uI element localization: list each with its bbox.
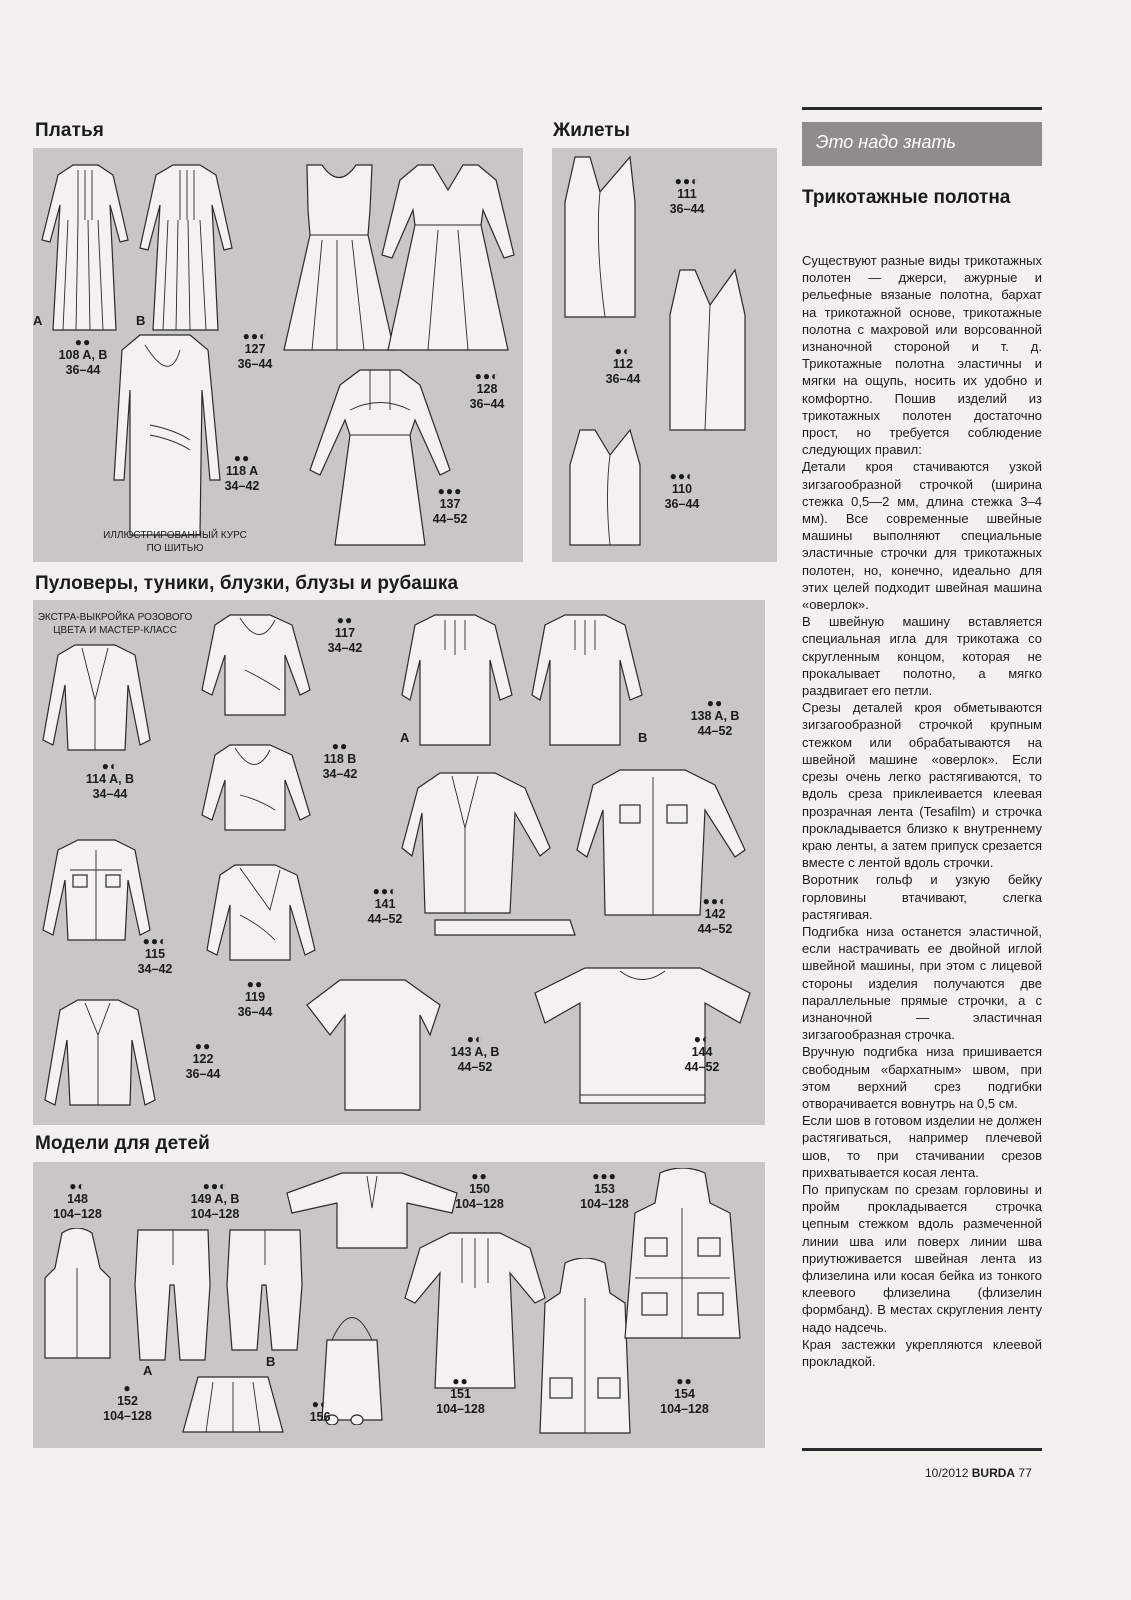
top-119-illustration: [205, 860, 320, 965]
model-size: 44–52: [367, 912, 403, 926]
model-number: 128: [476, 382, 498, 396]
kids-vest-148-illustration: [40, 1228, 115, 1363]
model-card-112[interactable]: [593, 345, 653, 387]
model-number: 138 A, B: [690, 709, 740, 723]
section-title-tops: Пуловеры, туники, блузки, блузы и рубашка: [35, 573, 459, 594]
page-footer: [925, 1466, 1032, 1480]
model-size: 44–52: [697, 724, 733, 738]
section-title-dresses: Платья: [35, 120, 104, 141]
difficulty-dots: ●◐: [614, 344, 632, 358]
model-card-110[interactable]: [652, 470, 712, 512]
kids-pants-149a-illustration: [130, 1225, 215, 1365]
model-size: 44–52: [457, 1060, 493, 1074]
dress-128-illustration: [378, 160, 518, 355]
dress-118a-illustration: [110, 330, 225, 540]
model-size: 36–44: [605, 372, 641, 386]
sidebar-paragraph: Если шов в готовом изделии не должен растягиваться, например плечевой шов, то при стачивании срезов прихватывается косая лента.: [802, 1113, 1042, 1180]
difficulty-dots: ●●: [452, 1374, 469, 1388]
difficulty-dots: ●◐: [311, 1397, 329, 1411]
model-card-153[interactable]: [572, 1170, 637, 1212]
model-number: 137: [439, 497, 461, 511]
model-size: 34–42: [327, 641, 363, 655]
model-number: 156: [309, 1410, 331, 1424]
model-number: 142: [704, 907, 726, 921]
extra-note: ЭКСТРА-ВЫКРОЙКА РОЗОВОГО ЦВЕТА И МАСТЕР-КЛАСС: [37, 612, 193, 636]
sidebar-paragraph: Детали кроя стачиваются узкой зигзагообразной строчкой (ширина стежка 0,5—2 мм, длина стежка 3–4 мм). Все современные швейные машины выполняют специальные эластичные строчки для трикотажных полотен, но, конечно, идеально для этих целей подходит швейная машина «оверлок».: [802, 459, 1042, 613]
model-card-137[interactable]: [420, 485, 480, 527]
kids-tunic-151-illustration: [400, 1228, 550, 1393]
sidebar-paragraph: По припускам по срезам горловины и пройм прокладывается строчка цепным стежком вдоль размеченной линии шва или поверх линии шва приутюживается швейная лента из флизелина или косая бейка из тонкого клеевого флизелина (флизелин формбанд). В местах скругления ленту надо надсечь.: [802, 1181, 1042, 1335]
model-number: 112: [612, 357, 634, 371]
difficulty-dots: ●: [123, 1381, 132, 1395]
belt-illustration: [430, 910, 580, 942]
brand-name: BURDA: [971, 1466, 1016, 1480]
model-number: 117: [334, 626, 356, 640]
model-number: 122: [192, 1052, 214, 1066]
model-number: 115: [144, 947, 166, 961]
section-title-kids: Модели для детей: [35, 1133, 210, 1154]
difficulty-dots: ●◐: [101, 759, 119, 773]
model-size: 34–44: [92, 787, 128, 801]
model-card-117[interactable]: [315, 614, 375, 656]
variant-label-b: B: [136, 313, 146, 328]
vest-110-illustration: [565, 425, 645, 550]
difficulty-dots: ●●◐: [202, 1179, 228, 1193]
model-number: 152: [117, 1394, 138, 1408]
difficulty-dots: ●◐: [693, 1032, 711, 1046]
model-card-122[interactable]: [173, 1040, 233, 1082]
sidebar-body: [802, 252, 1042, 1370]
difficulty-dots: ●●: [331, 739, 349, 753]
model-size: 104–128: [103, 1409, 152, 1423]
model-size: 36–44: [185, 1067, 221, 1081]
difficulty-dots: ●◐: [69, 1179, 86, 1193]
model-number: 110: [671, 482, 693, 496]
sidebar-paragraph: Подгибка низа останется эластичной, если настрачивать ее двойной иглой швейной машины, при этом с лицевой стороны изделия получаются две параллельные прямые строчки, а с изнаночной — эластичная зигзагообразная строчка.: [802, 923, 1042, 1043]
sidebar-banner: [802, 122, 1042, 166]
variant-label-b: B: [266, 1354, 276, 1369]
tunic-138b-illustration: [530, 610, 648, 750]
model-card-141[interactable]: [355, 885, 415, 927]
difficulty-dots: ●●: [336, 613, 354, 627]
sidebar-paragraph: Воротник гольф и узкую бейку горловины втачивают, слегка растягивая.: [802, 872, 1042, 922]
top-143-illustration: [305, 975, 445, 1115]
model-number: 150: [469, 1182, 490, 1196]
model-number: 114 A, B: [85, 772, 135, 786]
top-117-illustration: [200, 610, 315, 720]
difficulty-dots: ●●◐: [474, 369, 500, 383]
difficulty-dots: ●●: [246, 977, 264, 991]
blouse-114-illustration: [40, 640, 155, 755]
tunic-138a-illustration: [400, 610, 515, 750]
dress-108b-illustration: [138, 160, 238, 335]
model-size: 104–128: [660, 1402, 709, 1416]
sidebar-paragraph: Вручную подгибка низа пришивается свободным «бархатным» швом, при этом верхний срез подгибки отворачивается вовнутрь на 0,5 см.: [802, 1044, 1042, 1111]
top-118b-illustration: [200, 740, 315, 835]
model-number: 154: [674, 1387, 695, 1401]
model-card-148[interactable]: [45, 1180, 110, 1222]
banner-text: Это надо знать: [816, 132, 956, 152]
section-title-vests: Жилеты: [553, 120, 631, 141]
jacket-122-illustration: [40, 995, 160, 1110]
sidebar-paragraph: В швейную машину вставляется специальная игла для трикотажа со скругленным концом, которая не прокалывает полотно, а мягко раздвигает его петли.: [802, 614, 1042, 699]
kids-parka-153-illustration: [620, 1168, 745, 1343]
model-card-154[interactable]: [652, 1375, 717, 1417]
model-card-128[interactable]: [457, 370, 517, 412]
model-card-138[interactable]: [680, 697, 750, 739]
model-size: 36–44: [237, 357, 273, 371]
model-number: 118 B: [323, 752, 357, 766]
model-size: 104–128: [53, 1207, 102, 1221]
difficulty-dots: ●●: [676, 1374, 693, 1388]
model-card-142[interactable]: [685, 895, 745, 937]
course-note: ИЛЛЮСТРИРОВАННЫЙ КУРС ПО ШИТЬЮ: [103, 530, 247, 554]
model-card-156[interactable]: [300, 1398, 340, 1425]
model-size: 36–44: [669, 202, 705, 216]
model-number: 141: [374, 897, 396, 911]
blouse-141-illustration: [400, 768, 560, 918]
model-number: 127: [244, 342, 266, 356]
model-card-115[interactable]: [125, 935, 185, 977]
model-size: 104–128: [190, 1207, 240, 1221]
model-card-149[interactable]: [180, 1180, 250, 1222]
model-number: 143 A, B: [450, 1045, 500, 1059]
model-size: 34–42: [224, 479, 260, 493]
model-card-151[interactable]: [428, 1375, 493, 1417]
model-number: 151: [450, 1387, 471, 1401]
dress-108a-illustration: [38, 160, 133, 335]
model-size: 104–128: [580, 1197, 629, 1211]
sidebar-title: Трикотажные полотна: [802, 187, 1011, 208]
model-card-108[interactable]: [43, 336, 123, 378]
sidebar-paragraph: Срезы деталей кроя обметываются зигзагообразной строчкой крупным стежком или обрабатываются на швейной машине «оверлок». Если срезы очень легко растягиваются, то вдоль среза приклеивается клеевая прозрачная лента (Tesafilm) и строчка прокладывается близко к внутреннему краю ленты, а затем припуск срезается вместе с лентой вдоль строчки.: [802, 700, 1042, 871]
model-card-144[interactable]: [672, 1033, 732, 1075]
model-number: 144: [691, 1045, 713, 1059]
difficulty-dots: ●●: [706, 696, 724, 710]
difficulty-dots: ●●●: [592, 1169, 617, 1183]
model-card-111[interactable]: [657, 175, 717, 217]
model-number: 149 A, B: [190, 1192, 240, 1206]
model-size: 36–44: [469, 397, 505, 411]
model-number: 118 A: [225, 464, 259, 478]
model-size: 34–42: [322, 767, 358, 781]
difficulty-dots: ●◐: [466, 1032, 484, 1046]
model-size: 36–44: [65, 363, 101, 377]
model-number: 148: [67, 1192, 88, 1206]
model-size: 36–44: [664, 497, 700, 511]
difficulty-dots: ●●: [471, 1169, 488, 1183]
variant-label-a: A: [33, 313, 43, 328]
vest-112-illustration: [665, 265, 750, 435]
model-size: 104–128: [436, 1402, 485, 1416]
model-number: 153: [594, 1182, 615, 1196]
model-size: 44–52: [697, 922, 733, 936]
model-card-119[interactable]: [225, 978, 285, 1020]
difficulty-dots: ●●◐: [242, 329, 268, 343]
difficulty-dots: ●●: [194, 1039, 212, 1053]
difficulty-dots: ●●◐: [372, 884, 398, 898]
vest-111-illustration: [560, 152, 640, 322]
model-card-118a[interactable]: [212, 452, 272, 494]
difficulty-dots: ●●◐: [674, 174, 700, 188]
model-card-143[interactable]: [440, 1033, 510, 1075]
difficulty-dots: ●●: [233, 451, 251, 465]
model-card-114[interactable]: [75, 760, 145, 802]
page-number: 77: [1018, 1466, 1032, 1480]
difficulty-dots: ●●◐: [702, 894, 728, 908]
variant-label-a: A: [143, 1363, 153, 1378]
sidebar-bottom-rule: [802, 1448, 1042, 1451]
difficulty-dots: ●●●: [437, 484, 463, 498]
model-number: 119: [244, 990, 266, 1004]
model-size: 104–128: [455, 1197, 504, 1211]
shirt-115-illustration: [40, 835, 155, 945]
model-size: 34–42: [137, 962, 173, 976]
model-number: 108 A, B: [58, 348, 108, 362]
model-card-152[interactable]: [95, 1382, 160, 1424]
model-size: 44–52: [684, 1060, 720, 1074]
variant-label-a: A: [400, 730, 410, 745]
model-card-127[interactable]: [225, 330, 285, 372]
sidebar-paragraph: Существуют разные виды трикотажных полотен — джерси, ажурные и рельефные вязаные полотна, бархат на трикотажной основе, трикотажные полотна с махровой или ворсованной изнаночной стороной и т. д. Трикотажные полотна эластичны и мягки на ощупь, носить их удобно и комфортно. Пошив изделий из трикотажных полотен достаточно прост, но требуется соблюдение следующих правил:: [802, 253, 1042, 458]
issue-number: 10/2012: [925, 1466, 969, 1480]
sidebar-top-rule: [802, 107, 1042, 110]
kids-skirt-152-illustration: [178, 1372, 288, 1437]
model-size: 44–52: [432, 512, 468, 526]
variant-label-b: B: [638, 730, 648, 745]
difficulty-dots: ●●: [74, 335, 92, 349]
model-size: 36–44: [237, 1005, 273, 1019]
difficulty-dots: ●●◐: [669, 469, 695, 483]
model-number: 111: [677, 187, 697, 201]
difficulty-dots: ●●◐: [142, 934, 168, 948]
model-card-118b[interactable]: [310, 740, 370, 782]
model-card-150[interactable]: [447, 1170, 512, 1212]
sidebar-paragraph: Края застежки укрепляются клеевой прокладкой.: [802, 1336, 1042, 1369]
